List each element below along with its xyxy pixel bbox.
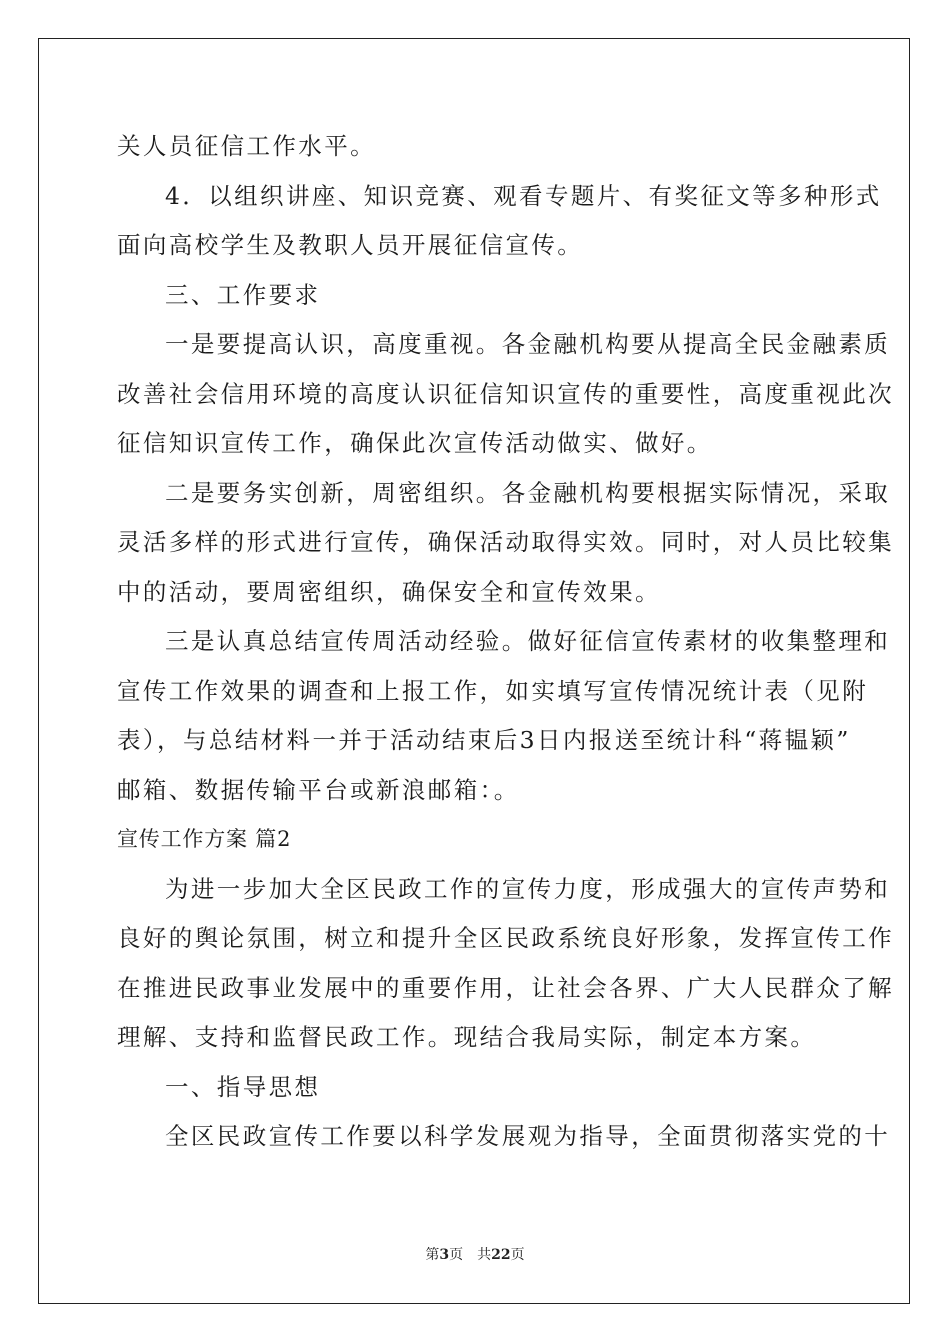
- total-pages: 22: [491, 1247, 511, 1263]
- document-body: [117, 122, 894, 1162]
- text-line: 理解、支持和监督民政工作。现结合我局实际，制定本方案。: [117, 1023, 817, 1051]
- text-line: 改善社会信用环境的高度认识征信知识宣传的重要性，高度重视此次: [117, 379, 894, 408]
- paragraph-start: 全区民政宣传工作要以科学发展观为指导，全面贯彻落实党的十: [165, 1122, 891, 1150]
- list-item-4: 4．以组织讲座、知识竞赛、观看专题片、有奖征文等多种形式: [165, 181, 882, 210]
- paragraph-start: 二是要务实创新，周密组织。各金融机构要根据实际情况，采取: [165, 478, 891, 507]
- section-heading-work-requirements: 三、工作要求: [165, 280, 321, 309]
- text-line: 在推进民政事业发展中的重要作用，让社会各界、广大人民群众了解: [117, 973, 894, 1002]
- text-line: 邮箱、数据传输平台或新浪邮箱：。: [117, 775, 520, 804]
- paragraph-start: 一是要提高认识，高度重视。各金融机构要从提高全民金融素质: [165, 330, 891, 358]
- text-line: 中的活动，要周密组织，确保安全和宣传效果。: [117, 577, 661, 606]
- footer-prefix: 第: [425, 1247, 440, 1263]
- text-line: 灵活多样的形式进行宣传，确保活动取得实效。同时，对人员比较集: [117, 528, 894, 556]
- footer-suffix: 页: [510, 1247, 525, 1263]
- page-footer: [0, 1246, 950, 1264]
- text-line: 表），与总结材料一并于活动结束后3日内报送至统计科“蒋韫颖”: [117, 726, 851, 754]
- paragraph-start: 三是认真总结宣传周活动经验。做好征信宣传素材的收集整理和: [165, 627, 891, 655]
- current-page-number: 3: [439, 1247, 450, 1263]
- text-line: 关人员征信工作水平。: [117, 132, 376, 160]
- text-line: 宣传工作效果的调查和上报工作，如实填写宣传情况统计表（见附: [117, 676, 869, 705]
- footer-mid: 页 共: [449, 1247, 492, 1263]
- text-line: 征信知识宣传工作，确保此次宣传活动做实、做好。: [117, 429, 713, 457]
- paragraph-start: 为进一步加大全区民政工作的宣传力度，形成强大的宣传声势和: [165, 874, 891, 903]
- text-line: 面向高校学生及教职人员开展征信宣传。: [117, 231, 584, 259]
- article-title: 宣传工作方案 篇2: [117, 827, 292, 851]
- section-heading-guiding-ideology: 一、指导思想: [165, 1072, 321, 1101]
- text-line: 良好的舆论氛围，树立和提升全区民政系统良好形象，发挥宣传工作: [117, 924, 894, 952]
